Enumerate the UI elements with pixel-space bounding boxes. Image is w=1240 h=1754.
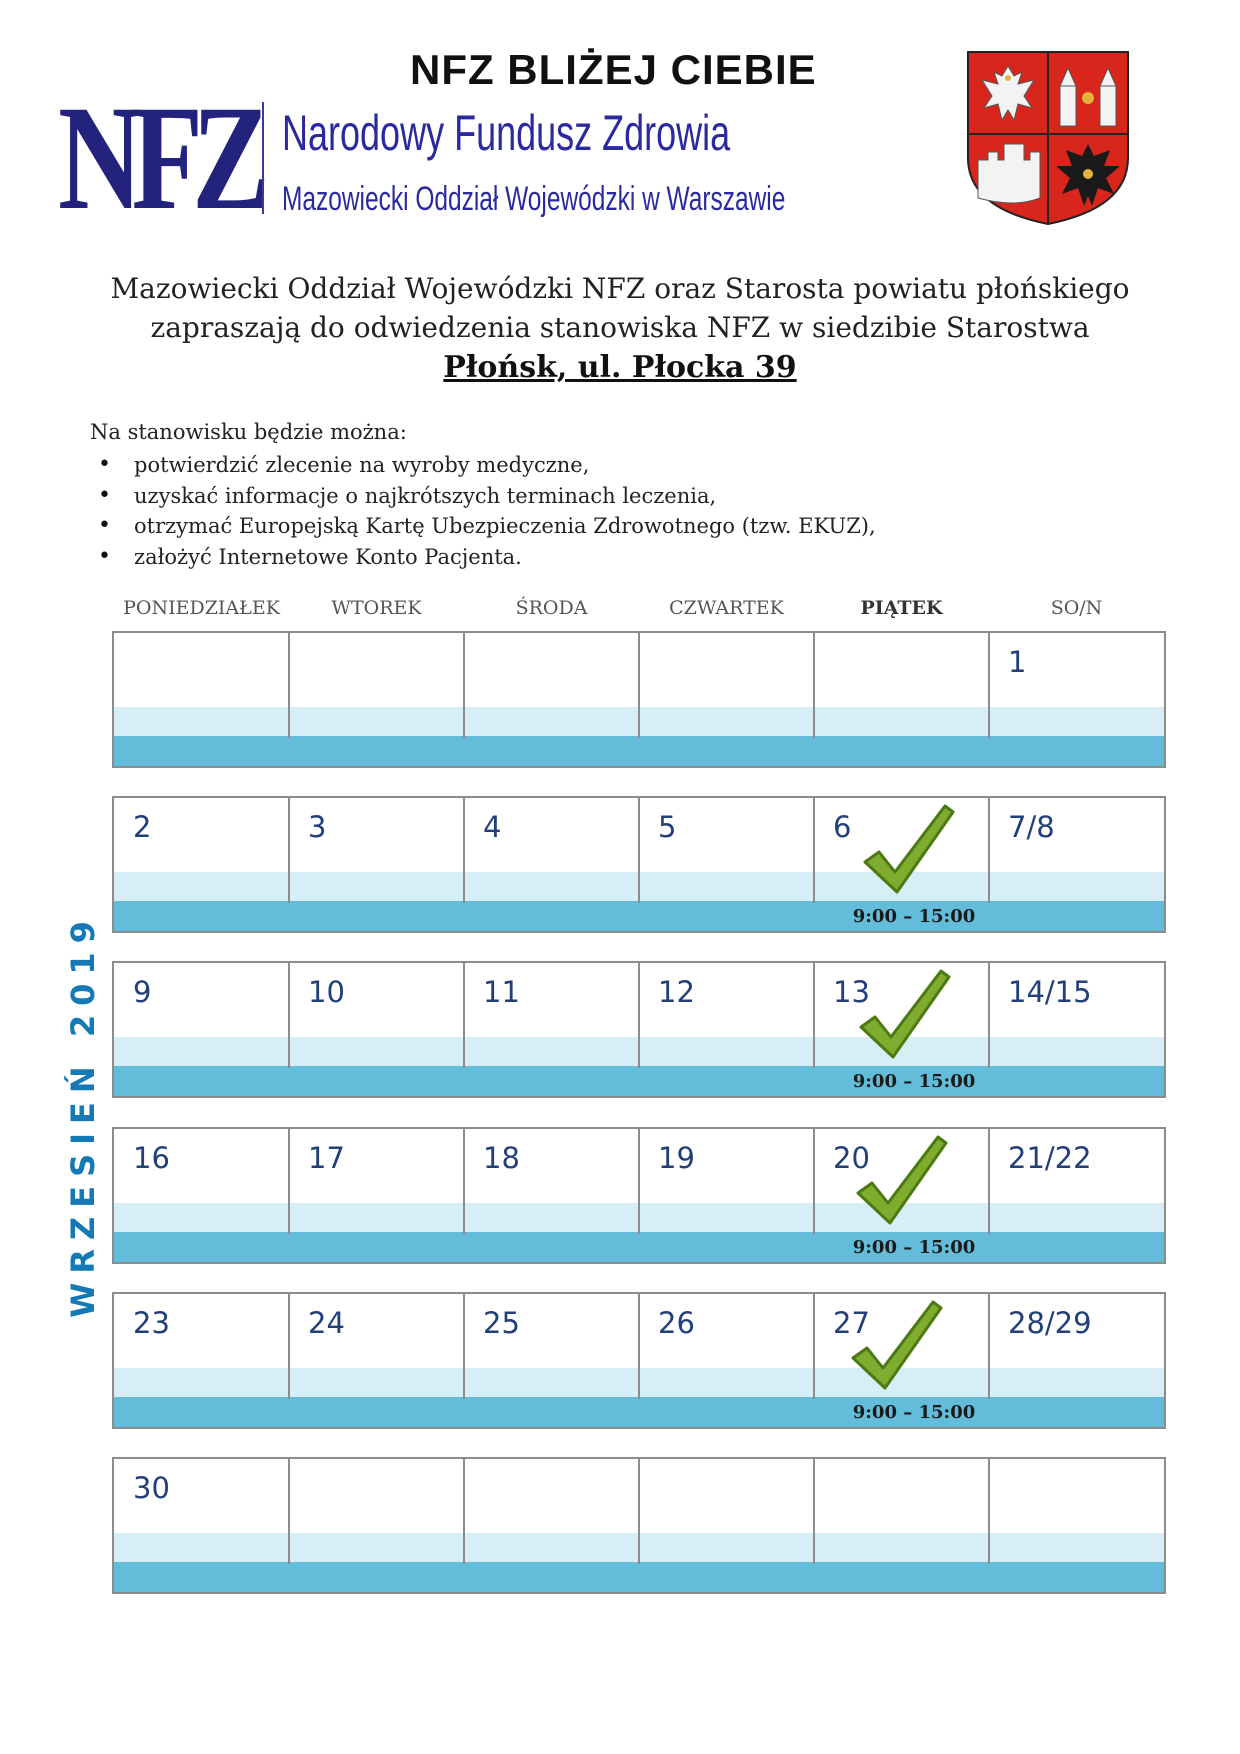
calendar-date: 10 (308, 975, 345, 1009)
month-label-text: WRZESIEŃ 2019 (64, 912, 102, 1318)
column-divider (638, 1294, 640, 1399)
opening-hours: 9:00 – 15:00 (852, 1237, 976, 1258)
column-divider (813, 633, 815, 738)
invitation-line-2: zapraszają do odwiedzenia stanowiska NFZ w siedzibie Starostwa (150, 311, 1090, 344)
column-divider (288, 798, 290, 903)
calendar-week (112, 796, 1166, 933)
week-hours-band (114, 1562, 1164, 1592)
calendar-date: 6 (833, 810, 852, 844)
calendar-date: 3 (308, 810, 327, 844)
calendar-date: 21/22 (1008, 1141, 1092, 1175)
column-divider (988, 963, 990, 1068)
column-divider (463, 1459, 465, 1564)
calendar-date: 27 (833, 1306, 870, 1340)
calendar-date: 7/8 (1008, 810, 1055, 844)
nfz-logo: NFZ (58, 75, 260, 241)
calendar-week (112, 1457, 1166, 1594)
column-divider (813, 1459, 815, 1564)
calendar-date: 26 (658, 1306, 695, 1340)
calendar-date: 5 (658, 810, 677, 844)
calendar-date: 14/15 (1008, 975, 1092, 1009)
calendar-date: 2 (133, 810, 152, 844)
list-item: • założyć Internetowe Konto Pacjenta. (98, 542, 876, 573)
org-branch: Mazowiecki Oddział Wojewódzki w Warszawie (282, 180, 786, 218)
opening-hours: 9:00 – 15:00 (852, 1071, 976, 1092)
column-divider (463, 1129, 465, 1234)
calendar-date: 17 (308, 1141, 345, 1175)
column-divider (463, 1294, 465, 1399)
column-divider (638, 1459, 640, 1564)
day-header-thursday: CZWARTEK (669, 597, 784, 619)
coat-of-arms-icon (964, 48, 1132, 228)
column-divider (988, 1294, 990, 1399)
column-divider (988, 1459, 990, 1564)
column-divider (288, 633, 290, 738)
column-divider (813, 798, 815, 903)
checkmark-icon (859, 800, 959, 900)
org-name: Narodowy Fundusz Zdrowia (282, 105, 731, 161)
calendar-date: 18 (483, 1141, 520, 1175)
calendar-date: 16 (133, 1141, 170, 1175)
opening-hours: 9:00 – 15:00 (852, 906, 976, 927)
calendar-date: 11 (483, 975, 520, 1009)
list-item: • otrzymać Europejską Kartę Ubezpieczenia Zdrowotnego (tzw. EKUZ), (98, 511, 876, 542)
day-header-wednesday: ŚRODA (515, 597, 588, 619)
services-intro: Na stanowisku będzie można: (90, 420, 407, 444)
services-list (98, 450, 876, 572)
column-divider (638, 798, 640, 903)
calendar-date: 28/29 (1008, 1306, 1092, 1340)
checkmark-icon (855, 965, 955, 1065)
checkmark-icon (847, 1296, 947, 1396)
week-hours-band (114, 736, 1164, 766)
column-divider (463, 633, 465, 738)
calendar-date: 1 (1008, 645, 1027, 679)
list-item: • potwierdzić zlecenie na wyroby medyczne, (98, 450, 876, 481)
column-divider (638, 1129, 640, 1234)
calendar-date: 23 (133, 1306, 170, 1340)
calendar-week (112, 1127, 1166, 1264)
column-divider (463, 798, 465, 903)
day-header-tuesday: WTOREK (331, 597, 422, 619)
calendar-week (112, 961, 1166, 1098)
day-header-friday: PIĄTEK (860, 597, 943, 619)
calendar-date: 24 (308, 1306, 345, 1340)
column-divider (988, 1129, 990, 1234)
day-header-monday: PONIEDZIAŁEK (123, 597, 280, 619)
column-divider (288, 1459, 290, 1564)
calendar-date: 4 (483, 810, 502, 844)
calendar-week (112, 631, 1166, 768)
column-divider (988, 633, 990, 738)
calendar-date: 19 (658, 1141, 695, 1175)
column-divider (288, 963, 290, 1068)
logo-divider (262, 102, 264, 214)
calendar-week (112, 1292, 1166, 1429)
column-divider (638, 963, 640, 1068)
calendar-date: 13 (833, 975, 870, 1009)
column-divider (288, 1294, 290, 1399)
calendar-date: 25 (483, 1306, 520, 1340)
invitation-line-1: Mazowiecki Oddział Wojewódzki NFZ oraz Starosta powiatu płońskiego (110, 272, 1130, 305)
calendar-date: 30 (133, 1471, 170, 1505)
column-divider (463, 963, 465, 1068)
address: Płońsk, ul. Płocka 39 (443, 350, 797, 385)
day-header-weekend: SO/N (1050, 597, 1103, 619)
page-title: NFZ BLIŻEJ CIEBIE (410, 46, 817, 93)
column-divider (813, 1294, 815, 1399)
column-divider (813, 963, 815, 1068)
column-divider (288, 1129, 290, 1234)
checkmark-icon (852, 1131, 952, 1231)
calendar-date: 20 (833, 1141, 870, 1175)
list-item: • uzyskać informacje o najkrótszych terminach leczenia, (98, 481, 876, 512)
calendar-date: 12 (658, 975, 695, 1009)
calendar-date: 9 (133, 975, 152, 1009)
column-divider (638, 633, 640, 738)
opening-hours: 9:00 – 15:00 (852, 1402, 976, 1423)
column-divider (813, 1129, 815, 1234)
column-divider (988, 798, 990, 903)
